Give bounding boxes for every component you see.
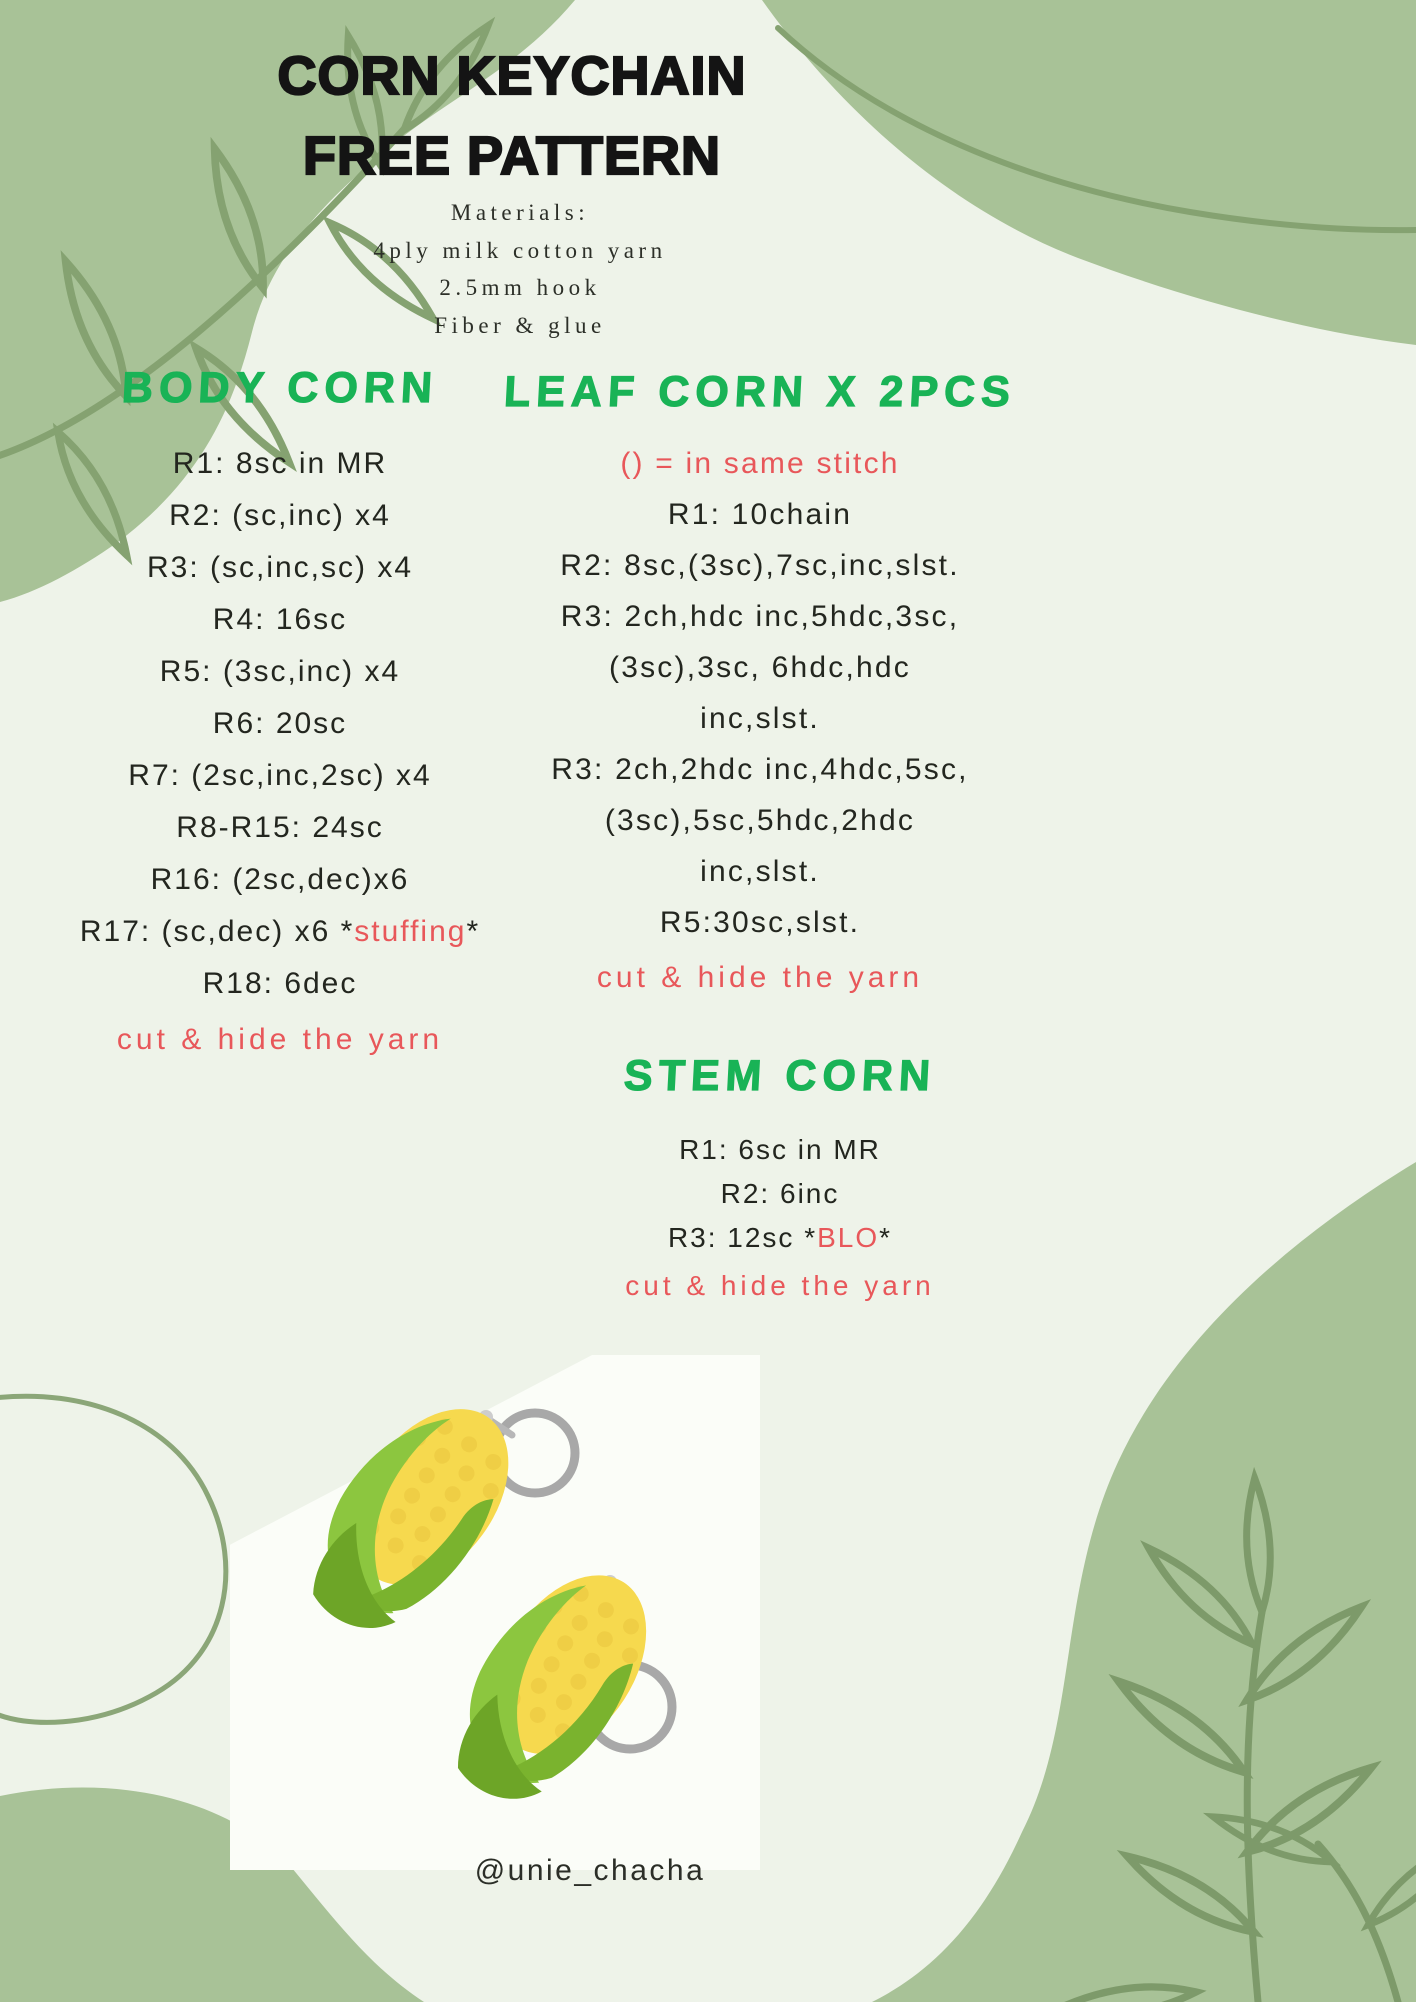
- leaf-corn-heading: LEAF CORN X 2PCS: [502, 368, 1018, 416]
- pattern-row: R3: 2ch,2hdc inc,4hdc,5sc,: [551, 753, 969, 786]
- title-line-2: FREE PATTERN: [302, 126, 721, 186]
- pattern-row: (3sc),3sc, 6hdc,hdc: [609, 651, 911, 684]
- materials-item: Fiber & glue: [434, 312, 606, 338]
- pattern-row: R2: (sc,inc) x4: [169, 499, 391, 532]
- pattern-row: R17: (sc,dec) x6 *stuffing*: [79, 915, 481, 948]
- pattern-row: R7: (2sc,inc,2sc) x4: [128, 759, 432, 792]
- pattern-row: inc,slst.: [700, 702, 820, 735]
- materials-item: 2.5mm hook: [439, 275, 601, 300]
- title-line-1: CORN KEYCHAIN: [277, 46, 747, 106]
- pattern-row: R8-R15: 24sc: [176, 811, 384, 844]
- pattern-row: R16: (2sc,dec)x6: [150, 863, 410, 896]
- corn-keychain-photo: [230, 1355, 760, 1895]
- blob-top-right: [762, 0, 1416, 345]
- cut-hide-note: cut & hide the yarn: [116, 1023, 444, 1056]
- outline-blob-bottom-left: [0, 1396, 226, 1722]
- pattern-row: inc,slst.: [700, 855, 820, 888]
- pattern-row: R2: 8sc,(3sc),7sc,inc,slst.: [560, 549, 960, 582]
- materials-section: [220, 194, 820, 344]
- pattern-row: R3: 2ch,hdc inc,5hdc,3sc,: [560, 600, 960, 633]
- cut-hide-note: cut & hide the yarn: [625, 1270, 935, 1301]
- same-stitch-note: () = in same stitch: [620, 447, 900, 480]
- pattern-row: R6: 20sc: [212, 707, 348, 740]
- blo-note: BLO: [817, 1222, 880, 1253]
- page-title: [212, 36, 812, 196]
- pattern-row: R2: 6inc: [720, 1178, 840, 1209]
- pattern-row: (3sc),5sc,5hdc,2hdc: [604, 804, 916, 837]
- pattern-row: R18: 6dec: [202, 967, 358, 1000]
- pattern-row: R3: 12sc *BLO*: [667, 1222, 893, 1253]
- author-handle: @unie_chacha: [474, 1854, 706, 1887]
- materials-heading: Materials:: [450, 200, 590, 225]
- pattern-row: R1: 8sc in MR: [172, 447, 388, 480]
- pattern-row: R5: (3sc,inc) x4: [159, 655, 401, 688]
- pattern-row: R4: 16sc: [212, 603, 348, 636]
- leaf-corn-section: [460, 438, 1060, 1003]
- stuffing-note: stuffing: [354, 915, 467, 948]
- stem-corn-section: [555, 1128, 1005, 1308]
- stem-corn-heading: STEM CORN: [622, 1052, 938, 1100]
- pattern-row: R1: 10chain: [667, 498, 853, 531]
- body-corn-heading: BODY CORN: [120, 364, 440, 412]
- cut-hide-note: cut & hide the yarn: [596, 961, 924, 994]
- materials-item: 4ply milk cotton yarn: [373, 237, 667, 263]
- pattern-row: R5:30sc,slst.: [659, 906, 861, 939]
- pattern-row: R1: 6sc in MR: [679, 1134, 881, 1165]
- pattern-row: R3: (sc,inc,sc) x4: [146, 551, 414, 584]
